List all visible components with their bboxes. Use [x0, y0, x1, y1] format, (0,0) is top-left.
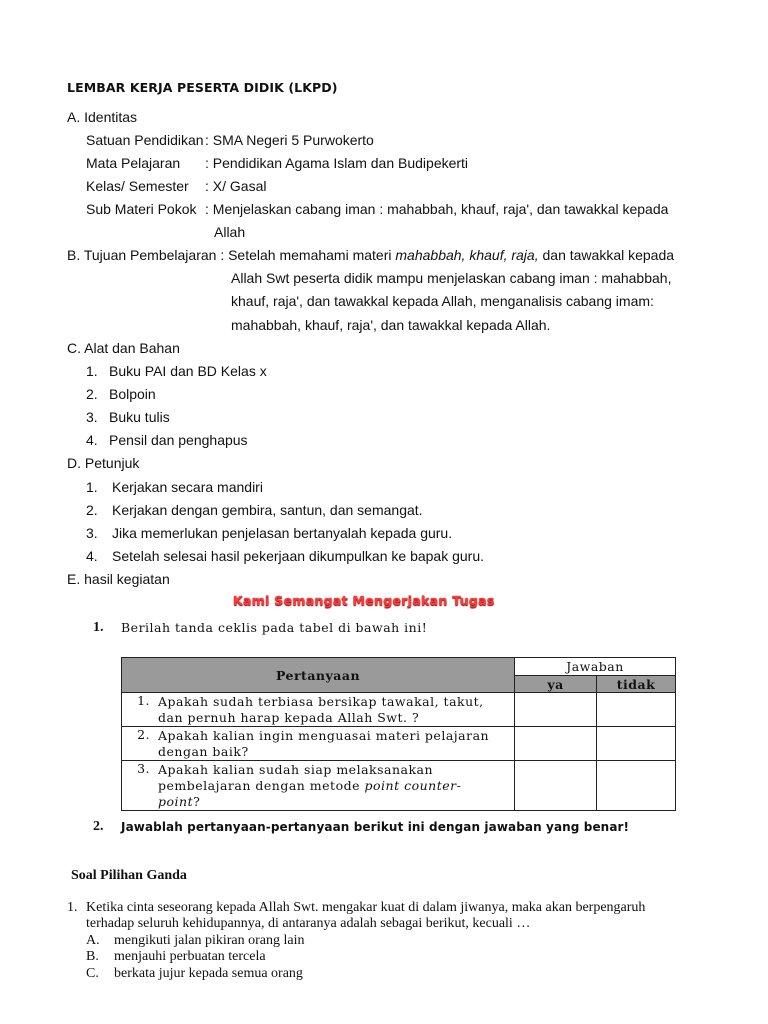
petunjuk-num-4: 4.: [86, 548, 98, 564]
question-cell-1: [122, 693, 515, 727]
question-text-3: [158, 761, 498, 810]
alat-num-1: 1.: [86, 363, 98, 379]
table-row: [122, 727, 676, 761]
soal-1-num: 1.: [67, 900, 78, 915]
petunjuk-num-3: 3.: [86, 525, 98, 541]
petunjuk-item-4: Setelah selesai hasil pekerjaan dikumpulkan ke bapak guru.: [112, 548, 485, 564]
instruksi-1-text: Berilah tanda ceklis pada tabel di bawah ini!: [121, 620, 428, 635]
identitas-heading: A. Identitas: [67, 109, 138, 125]
value-sub-materi-cont: Allah: [214, 224, 246, 240]
value-satuan-pendidikan: : SMA Negeri 5 Purwokerto: [205, 132, 374, 148]
question-num-2: 2.: [137, 727, 150, 742]
answer-tidak-3[interactable]: [597, 761, 676, 811]
alat-item-2: Bolpoin: [109, 386, 156, 402]
checklist-table: [121, 657, 676, 811]
question-num-1: 1.: [137, 693, 150, 708]
tujuan-heading-line: [67, 246, 674, 264]
alat-num-4: 4.: [86, 432, 98, 448]
label-sub-materi: Sub Materi Pokok: [86, 201, 197, 217]
alat-num-3: 3.: [86, 409, 98, 425]
question-text-1: Apakah sudah terbiasa bersikap tawakal, takut, dan pernuh harap kepada Allah Swt. ?: [158, 694, 484, 725]
alat-num-2: 2.: [86, 386, 98, 402]
question-text-3-main: Apakah kalian sudah siap melaksanakan pembelajaran dengan metode: [158, 762, 434, 793]
question-text-3-italic: point counter-point: [158, 778, 462, 809]
soal-1-line-2: terhadap seluruh kehidupannya, di antaranya adalah sebagai berikut, kecuali …: [86, 916, 531, 931]
soal-heading: Soal Pilihan Ganda: [71, 868, 187, 883]
tujuan-after-italic: dan tawakkal kepada: [542, 247, 675, 263]
petunjuk-item-1: Kerjakan secara mandiri: [112, 479, 263, 495]
answer-ya-3[interactable]: [515, 761, 597, 811]
page-title: LEMBAR KERJA PESERTA DIDIK (LKPD): [67, 80, 338, 95]
table-row: [122, 761, 676, 811]
instruksi-1-num: 1.: [93, 620, 104, 635]
hasil-heading: E. hasil kegiatan: [67, 571, 170, 587]
answer-tidak-1[interactable]: [597, 693, 676, 727]
label-mata-pelajaran: Mata Pelajaran: [86, 155, 181, 171]
petunjuk-heading: D. Petunjuk: [67, 455, 140, 471]
option-c-text[interactable]: berkata jujur kepada semua orang: [114, 966, 303, 981]
question-text-2: Apakah kalian ingin menguasai materi pelajaran dengan baik?: [158, 728, 490, 759]
question-cell-2: [122, 727, 515, 761]
alat-item-4: Pensil dan penghapus: [109, 432, 248, 448]
answer-tidak-2[interactable]: [597, 727, 676, 761]
option-a-text[interactable]: mengikuti jalan pikiran orang lain: [114, 933, 305, 948]
label-satuan-pendidikan: Satuan Pendidikan: [86, 132, 204, 148]
petunjuk-num-2: 2.: [86, 502, 98, 518]
value-mata-pelajaran: : Pendidikan Agama Islam dan Budipekerti: [205, 155, 469, 171]
option-c-letter: C.: [86, 966, 99, 981]
tujuan-line-3: mahabbah, khauf, raja', dan tawakkal kepada Allah.: [231, 317, 551, 333]
instruksi-2-num: 2.: [93, 819, 104, 834]
question-num-3: 3.: [137, 761, 150, 776]
header-jawaban: Jawaban: [515, 658, 676, 676]
answer-ya-1[interactable]: [515, 693, 597, 727]
question-cell-3: [122, 761, 515, 811]
option-b-text[interactable]: menjauhi perbuatan tercela: [114, 949, 266, 964]
instruksi-2-text: Jawablah pertanyaan-pertanyaan berikut ini dengan jawaban yang benar!: [121, 820, 630, 834]
question-text-3-end: ?: [193, 794, 201, 809]
value-kelas-semester: : X/ Gasal: [205, 178, 267, 194]
value-sub-materi: : Menjelaskan cabang iman : mahabbah, khauf, raja', dan tawakkal kepada: [205, 201, 669, 217]
motivation-banner: Kami Semangat Mengerjakan Tugas: [233, 593, 495, 608]
tujuan-line-1: Allah Swt peserta didik mampu menjelaskan cabang iman : mahabbah,: [231, 270, 672, 286]
option-a-letter: A.: [86, 933, 100, 948]
petunjuk-item-3: Jika memerlukan penjelasan bertanyalah kepada guru.: [112, 525, 453, 541]
answer-ya-2[interactable]: [515, 727, 597, 761]
tujuan-heading: B. Tujuan Pembelajaran : Setelah memahami materi: [67, 247, 392, 263]
alat-heading: C. Alat dan Bahan: [67, 340, 180, 356]
tujuan-line-2: khauf, raja', dan tawakkal kepada Allah, menganalisis cabang imam:: [231, 293, 654, 309]
tujuan-italic: mahabbah, khauf, raja,: [395, 247, 539, 263]
alat-item-3: Buku tulis: [109, 409, 170, 425]
alat-item-1: Buku PAI dan BD Kelas x: [109, 363, 267, 379]
header-tidak: tidak: [597, 676, 676, 693]
petunjuk-item-2: Kerjakan dengan gembira, santun, dan semangat.: [112, 502, 423, 518]
table-row: [122, 693, 676, 727]
option-b-letter: B.: [86, 949, 99, 964]
label-kelas-semester: Kelas/ Semester: [86, 178, 189, 194]
petunjuk-num-1: 1.: [86, 479, 98, 495]
soal-1-line-1: Ketika cinta seseorang kepada Allah Swt. mengakar kuat di dalam jiwanya, maka akan berpengaruh: [86, 900, 646, 915]
header-ya: ya: [515, 676, 597, 693]
header-pertanyaan: Pertanyaan: [122, 658, 515, 693]
